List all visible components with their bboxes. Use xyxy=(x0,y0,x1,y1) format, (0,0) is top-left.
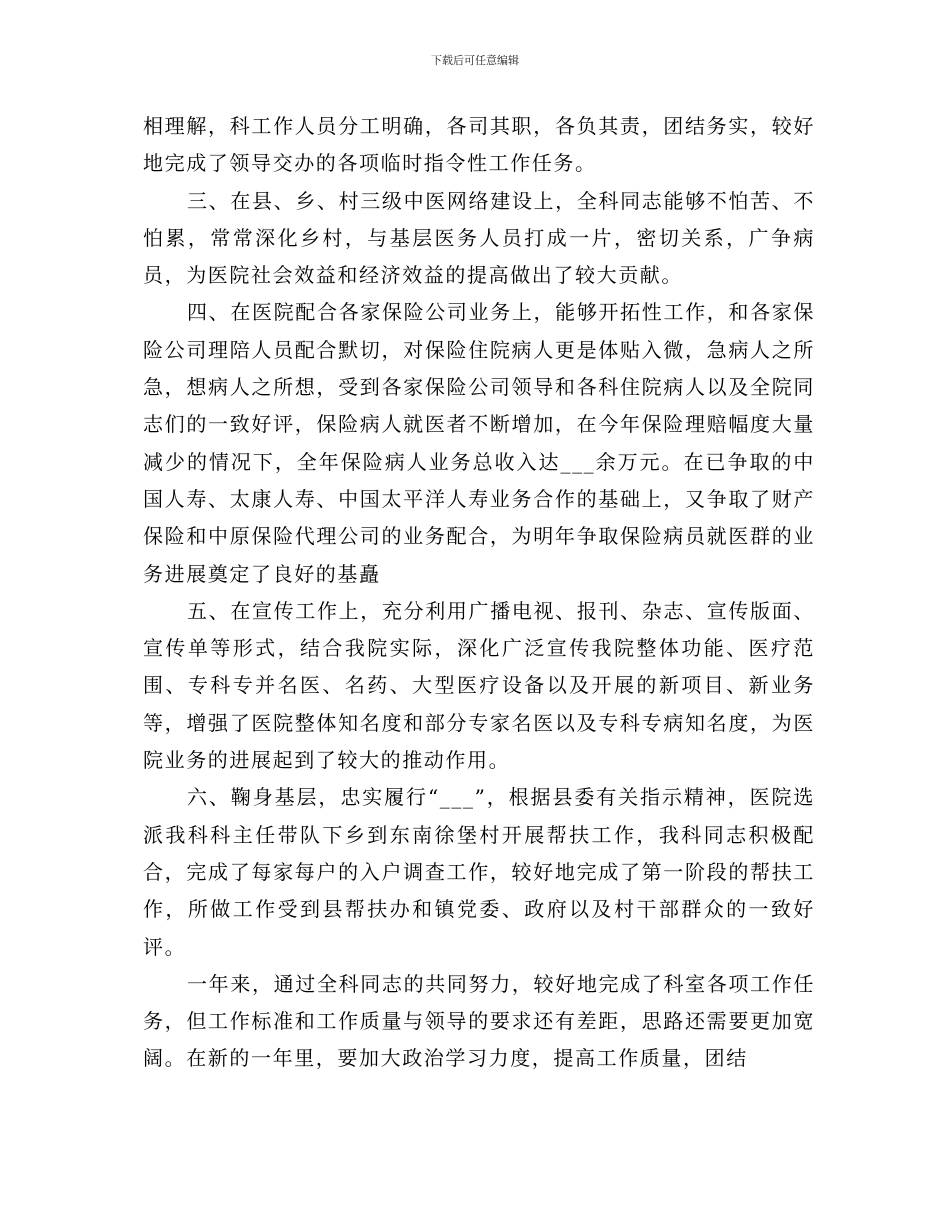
paragraph-section-3: 三、在县、乡、村三级中医网络建设上，全科同志能够不怕苦、不怕累，常常深化乡村，与基层医务人员打成一片，密切关系，广争病员，为医院社会效益和经济效益的提高做出了较大贡献。 xyxy=(143,188,815,288)
document-body xyxy=(143,108,815,1078)
paragraph-section-6: 六、鞠身基层，忠实履行“___”，根据县委有关指示精神，医院选派我科科主任带队下乡到东南徐堡村开展帮扶工作，我科同志积极配合，完成了每家每户的入户调查工作，较好地完成了第一阶段的帮扶工作，所做工作受到县帮扶办和镇党委、政府以及村干部群众的一致好评。 xyxy=(143,785,815,959)
paragraph-summary: 一年来，通过全科同志的共同努力，较好地完成了科室各项工作任务，但工作标准和工作质量与领导的要求还有差距，思路还需要更加宽阔。在新的一年里，要加大政治学习力度，提高工作质量，团结 xyxy=(143,971,815,1071)
paragraph-section-4: 四、在医院配合各家保险公司业务上，能够开拓性工作，和各家保险公司理陪人员配合默切，对保险住院病人更是体贴入微，急病人之所急，想病人之所想，受到各家保险公司领导和各科住院病人以及全院同志们的一致好评，保险病人就医者不断增加，在今年保险理赔幅度大量减少的情况下，全年保险病人业务总收入达___余万元。在已争取的中国人寿、太康人寿、中国太平洋人寿业务合作的基础上，又争取了财产保险和中原保险代理公司的业务配合，为明年争取保险病员就医群的业务进展奠定了良好的基矗 xyxy=(143,300,815,586)
paragraph-continuation: 相理解，科工作人员分工明确，各司其职，各负其责，团结务实，较好地完成了领导交办的各项临时指令性工作任务。 xyxy=(143,114,815,176)
paragraph-section-5: 五、在宣传工作上，充分利用广播电视、报刊、杂志、宣传版面、宣传单等形式，结合我院实际，深化广泛宣传我院整体功能、医疗范围、专科专并名医、名药、大型医疗设备以及开展的新项目、新业务等，增强了医院整体知名度和部分专家名医以及专科专病知名度，为医院业务的进展起到了较大的推动作用。 xyxy=(143,598,815,773)
page-header: 下载后可任意编辑 xyxy=(431,54,519,67)
